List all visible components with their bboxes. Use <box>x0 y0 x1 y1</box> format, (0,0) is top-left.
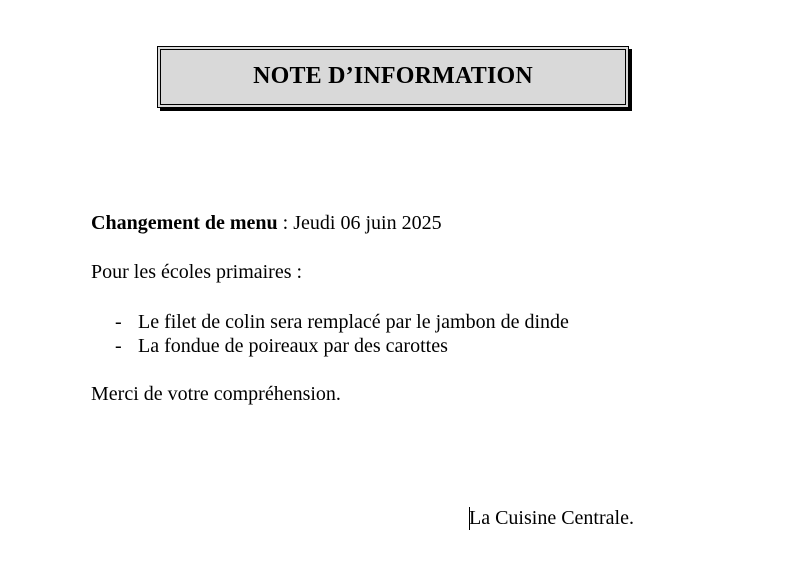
bullet-dash: - <box>115 311 122 333</box>
audience-line: Pour les écoles primaires : <box>91 261 303 283</box>
subject-label: Changement de menu <box>91 212 278 234</box>
list-item <box>115 310 569 334</box>
subject-line <box>91 211 442 235</box>
subject-separator: : <box>277 212 294 234</box>
title-box <box>157 46 629 108</box>
signature: La Cuisine Centrale. <box>469 507 634 529</box>
list-item-text: Le filet de colin sera remplacé par le jambon de dinde <box>138 311 569 333</box>
closing-line: Merci de votre compréhension. <box>91 383 341 405</box>
list-item-text: La fondue de poireaux par des carottes <box>138 335 448 357</box>
list-item <box>115 334 448 358</box>
bullet-dash: - <box>115 335 122 357</box>
document-title: NOTE D’INFORMATION <box>253 62 533 89</box>
subject-date: Jeudi 06 juin 2025 <box>293 212 442 234</box>
